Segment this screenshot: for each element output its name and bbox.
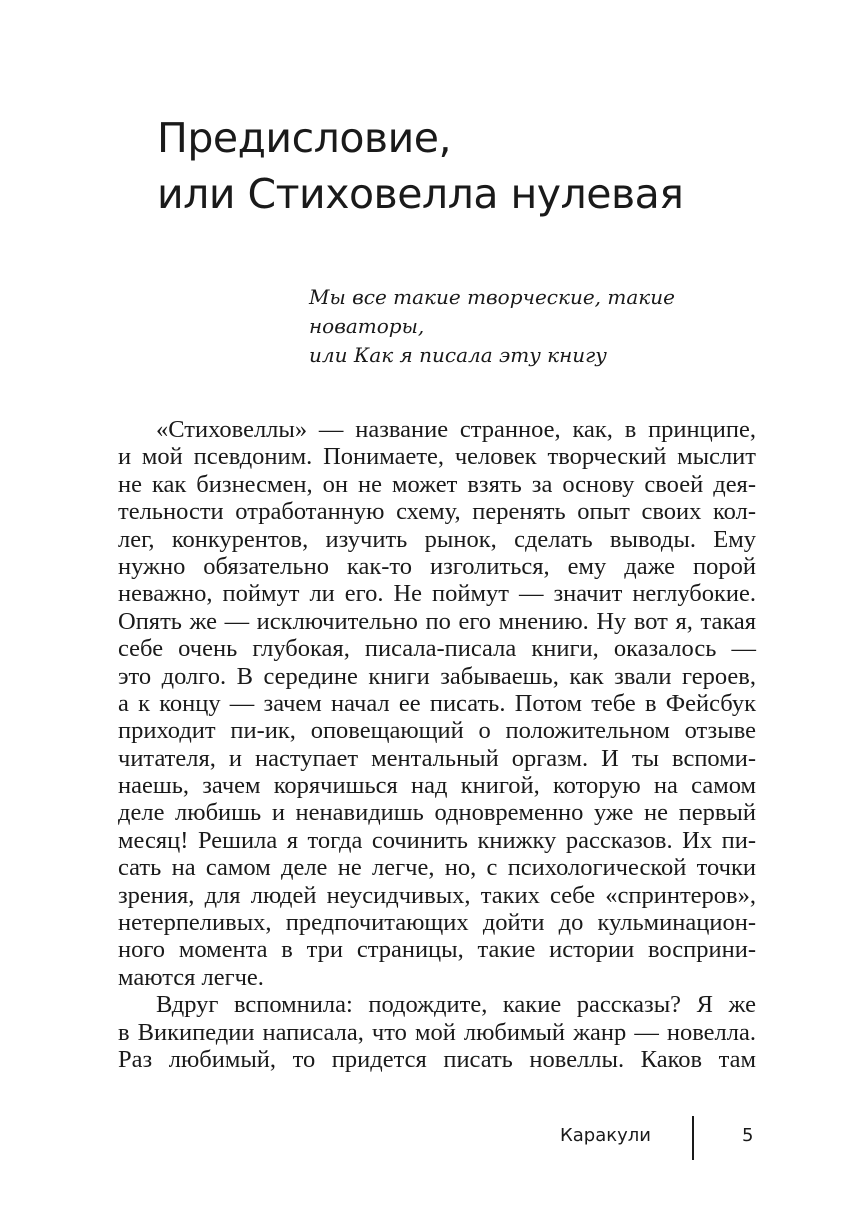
text-line: нужно обязательно как-то изголиться, ему даже порой: [118, 552, 756, 580]
text-line: а к концу — зачем начал ее писать. Потом тебе в Фейсбук: [118, 689, 756, 717]
running-footer-title: Каракули: [560, 1125, 651, 1146]
text-line: и мой псевдоним. Понимаете, человек творческий мыслит: [118, 443, 756, 471]
text-line: читателя, и наступает ментальный оргазм. И ты вспоми-: [118, 744, 756, 772]
text-line: нетерпеливых, предпочитающих дойти до кульминацион-: [118, 909, 756, 937]
text-line: маются легче.: [118, 963, 264, 991]
paragraph-1: [118, 416, 756, 991]
text-line: неважно, поймут ли его. Не поймут — значит неглубокие.: [118, 580, 756, 608]
text-line: ного момента в три страницы, такие истории восприни-: [118, 936, 756, 964]
epigraph-line: Мы все такие творческие, такие: [309, 285, 675, 309]
text-line: сать на самом деле не легче, но, с психологической точки: [118, 854, 756, 882]
text-line: Опять же — исключительно по его мнению. Ну вот я, такая: [118, 607, 756, 635]
page-number: 5: [742, 1125, 754, 1146]
text-line: в Википедии написала, что мой любимый жанр — новелла.: [118, 1018, 756, 1046]
text-line: деле любишь и ненавидишь одновременно уже не первый: [118, 799, 756, 827]
text-line: тельности отработанную схему, перенять опыт своих кол-: [118, 498, 756, 526]
text-line: зрения, для людей неусидчивых, таких себе «спринтеров»,: [118, 881, 756, 909]
text-line: Вдруг вспомнила: подождите, какие рассказы? Я же: [156, 991, 756, 1019]
chapter-title-line: или Стиховелла нулевая: [157, 170, 684, 218]
text-line: приходит пи-ик, оповещающий о положительном отзыве: [118, 717, 756, 745]
footer-divider: [692, 1116, 694, 1160]
text-line: Раз любимый, то придется писать новеллы. Каков там: [118, 1045, 756, 1073]
body-text: [118, 416, 756, 1073]
text-line: себе очень глубокая, писала-писала книги, оказалось —: [118, 635, 756, 663]
text-line: месяц! Решила я тогда сочинить книжку рассказов. Их пи-: [118, 826, 756, 854]
epigraph-line: или Как я писала эту книгу: [309, 343, 607, 367]
text-line: «Стиховеллы» — название странное, как, в принципе,: [156, 416, 756, 443]
paragraph-2: [118, 991, 756, 1073]
text-line: не как бизнесмен, он не может взять за основу своей дея-: [118, 470, 756, 498]
epigraph-line: новаторы,: [309, 314, 425, 338]
text-line: наешь, зачем корячишься над книгой, которую на самом: [118, 772, 756, 800]
epigraph: [309, 283, 769, 370]
chapter-title-line: Предисловие,: [157, 114, 451, 162]
chapter-title: [157, 110, 777, 222]
text-line: это долго. В середине книги забываешь, как звали героев,: [118, 662, 756, 690]
text-line: лег, конкурентов, изучить рынок, сделать выводы. Ему: [118, 525, 756, 553]
